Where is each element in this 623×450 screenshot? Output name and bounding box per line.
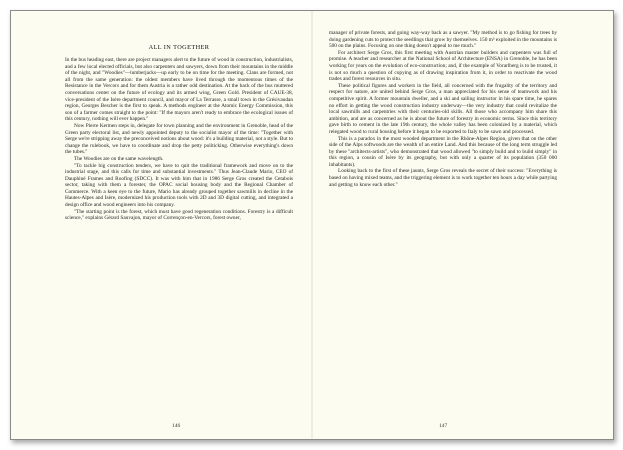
running-head: ALL IN TOGETHER <box>148 44 210 51</box>
right-paragraph-1: manager of private forests, and going way-way back as a sawyer. "My method is to go fishing for trees by doing gardening cuts to protect the seedlings that grow by themselves. 150 m³ exploited in the mountains is 500 on the plains. Focusing on one thing doesn't appeal to me much." <box>329 30 557 50</box>
left-paragraph-4: "To tackle big construction tenders, we have to quit the traditional framework and move on to the industrial stage, and this calls for time and substantial investments." Thus Jean-Claude Mario, CEO of Dauphiné Frames and Roofing (SDCC). It was with him that in 1986 Serge Gros created the Cetabois sector, taking with them a forester, the OPAC social housing body and the Regional Chamber of Commerce. With a keen eye to the future, Mario has already grouped together sawmills in decline in the Hautes-Alpes and Isère, modernized his production tools with 2D and 3D digital cutting, and integrated a design office and wood engineers into his company. <box>65 162 293 209</box>
page-number-left: 146 <box>172 423 181 429</box>
page-number-right: 147 <box>439 423 448 429</box>
right-paragraph-2: For architect Serge Gros, this first meeting with Austrian master builders and carpenters was full of promise. A teacher and researcher at the National School of Architecture (ENSA) in Grenoble, he has been working for years on the evolution of eco-construction; and, if the example of Vorarlberg is to be trusted, it is not so much a question of copying as of drawing inspiration from it, in order to reactivate the wood trades and forest resources in situ. <box>329 49 557 83</box>
right-paragraph-5: Looking back to the first of these jaunts, Serge Gros reveals the secret of their success: "Everything is based on having mixed teams, and the triggering element is to work together ten hours a day while partying and getting to know each other." <box>329 168 557 188</box>
left-paragraph-5: "The starting point is the forest, which must have good regeneration conditions. Forestry is a difficult science," explains Gérard Sauvajon, mayor of Corrençon-en-Vercors, forest owner, <box>65 208 293 222</box>
book-spread <box>10 10 614 440</box>
left-paragraph-2: Now Pierre Kermen steps in, delegate for town planning and the environment in Grenoble, head of the Green party electoral list, and newly appointed deputy to the socialist mayor of the time: "Together with Serge we're stripping away the preconceived notions about wood: it's a building material, not a style. But to change the rulebook, we have to coordinate and drop the petty politicking. Otherwise everything's down the tubes." <box>65 122 293 156</box>
right-paragraph-3: These political figures and workers in the field, all concerned with the frugality of the territory and respect for nature, are united behind Serge Gros, a man appreciated for his sense of teamwork and his competitive spirit. A former mountain dweller, and a ski and sailing instructor in his spare time, he spares no effort in getting the wood construction industry underway—the very industry that could revitalize the local sawmills and carpentries with their centuries-old skills. All those who accompany him share this ambition, and are as concerned as he is about the future of forestry in economic terms. Since this territory gave birth to cement in the late 19th century, the whole valley has been colonized by a material, which relegated wood to rural housing before it began to be exported to Italy to be sawn and processed. <box>329 82 557 135</box>
right-paragraph-4: This is a paradox in the most wooded department in the Rhône-Alpes Region, given that on the other side of the Alps softwoods are the wealth of an entire Land. And this because of the long term struggle led by these "architects-artists", who demonstrated that wood allowed "to simply build and to build simply" in this region, a cousin of Isère by its geography, but with only a quarter of its population (350 000 inhabitants). <box>329 135 557 168</box>
left-page <box>65 57 293 222</box>
left-paragraph-1: In the bus heading east, there are project managers alert to the future of wood in construction, industrialists, and a few local elected officials, but also carpenters and sawyers, down from their mountains in the middle of the night, and "Woodies"—lumberjacks—up early to be on time for the meeting. Clans are formed, not all from the same generation: the oldest members have lived through the momentous times of the Resistance in the Vercors and for them Austria is a rather odd destination. At the back of the bus muttered conversations center on the future of ecology and its armed wing, Green Gold. President of CAUE-38, vice-president of the Isère department council, and mayor of La Terrasse, a small town in the Grésivaudan region, Georges Bescher is the first to speak. A methods engineer at the Atomic Energy Commission, this son of a farmer comes straight to the point: "If the mayors aren't ready to embrace the ecological issues of this century, nothing will ever happen." <box>65 57 293 123</box>
left-paragraph-3: The Woodies are on the same wavelength. <box>74 155 164 162</box>
gutter-fold <box>311 11 313 439</box>
right-page <box>329 30 557 188</box>
